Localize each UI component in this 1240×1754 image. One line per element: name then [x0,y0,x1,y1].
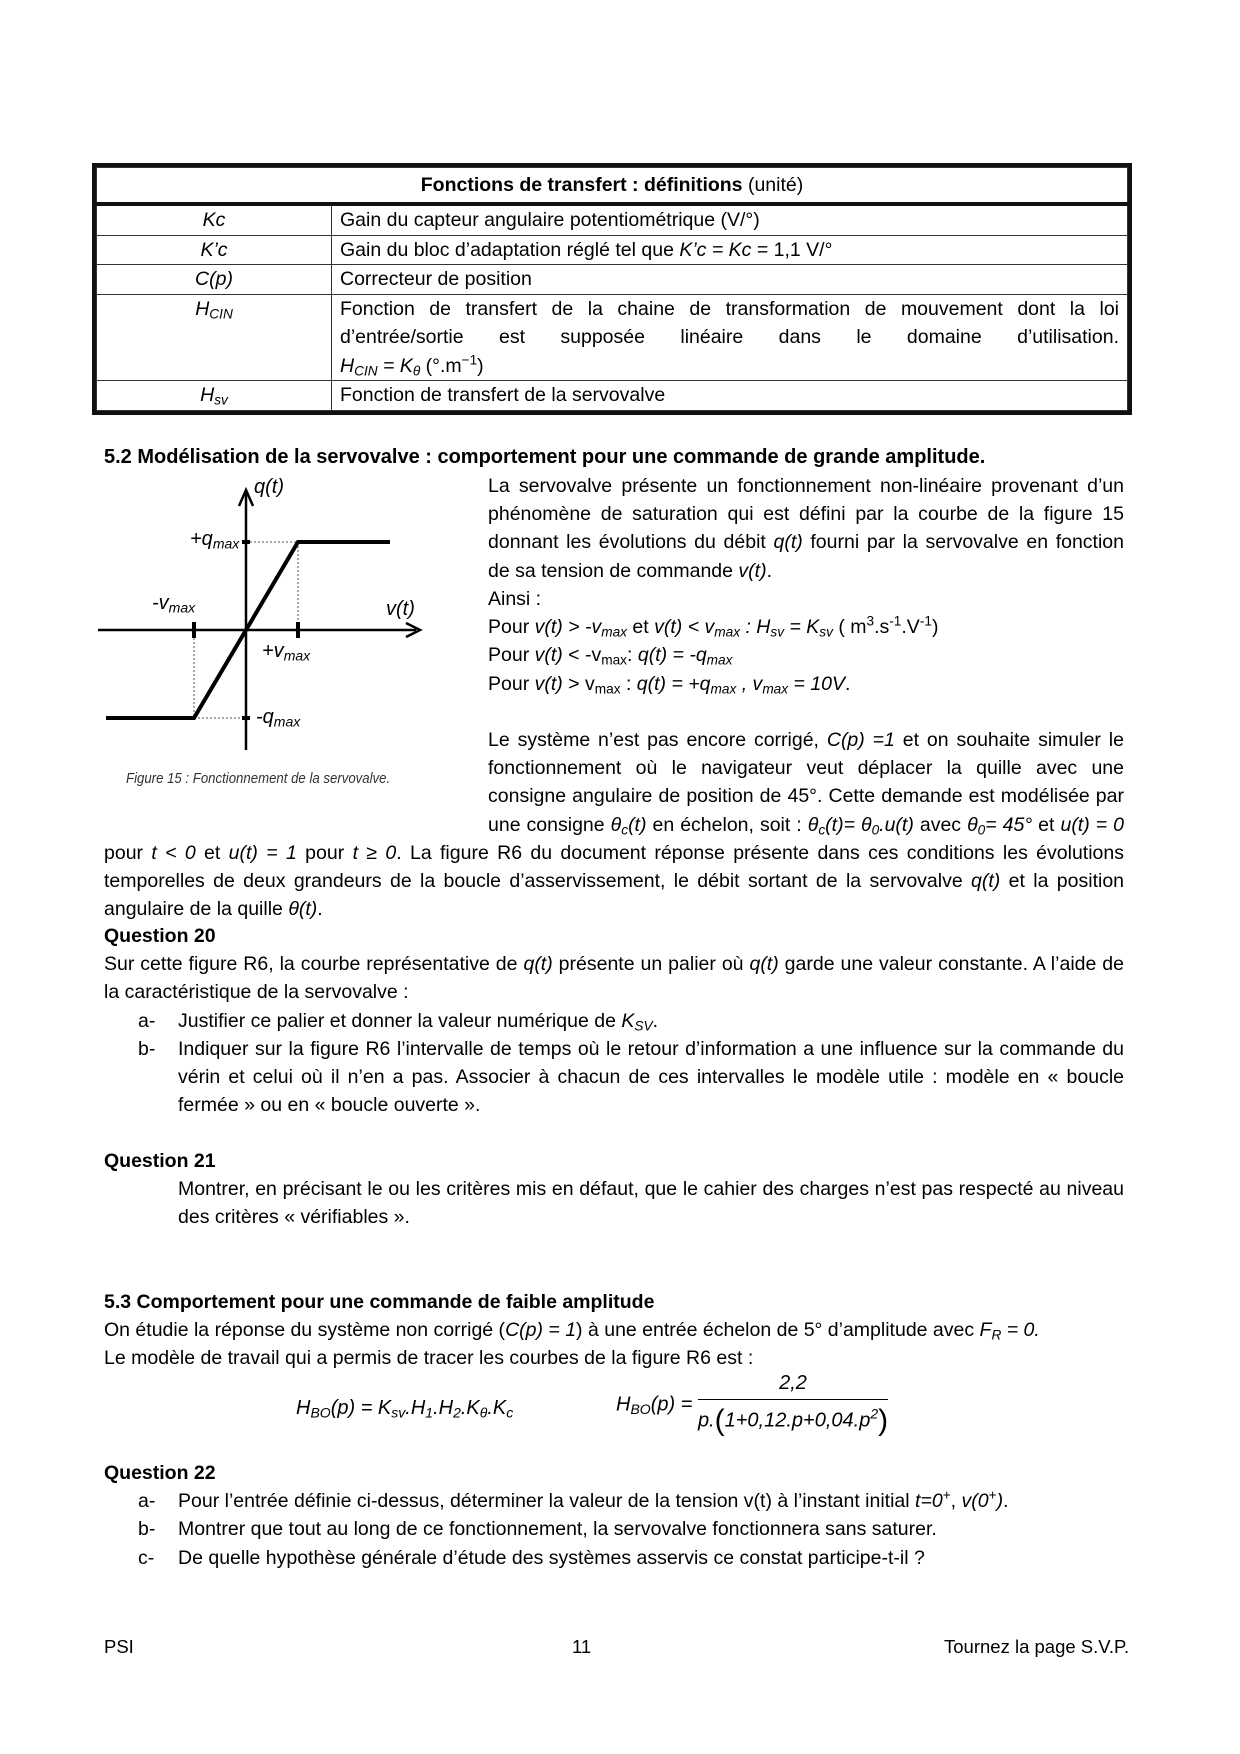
table-row [97,265,1128,295]
x-axis-label: v(t) [386,598,415,620]
table-row [97,294,1128,381]
section-5-2-intro: La servovalve présente un fonctionnement non-linéaire provenant d’un phénomène de saturation qui est défini par la courbe de la figure 15 donnant les évolutions du débit q(t) fourni par la servovalve en fonction de sa tension de commande v(t). [488,475,1124,582]
question-20 [104,922,1124,1119]
y-axis-label: q(t) [254,476,284,498]
table-header: Fonctions de transfert : définitions (unité) [97,168,1128,205]
figure-caption: Figure 15 : Fonctionnement de la servovalve. [126,770,391,787]
table-header-row [97,168,1128,205]
question-title: Question 22 [104,1462,216,1484]
table-row [97,235,1128,265]
question-title: Question 20 [104,925,216,947]
symbol-cell: K’c [97,235,332,265]
qmax-neg-label: $-q_{max}$ [256,706,301,730]
section-5-3 [104,1288,1124,1373]
question-text: Sur cette figure R6, la courbe représentative de q(t) présente un palier où q(t) garde une valeur constante. A l’aide de la caractéristique de la servovalve : [104,953,1124,1004]
page-number: 11 [572,1636,592,1657]
symbol-cell: Kc [97,204,332,235]
question-item: c- De quelle hypothèse générale d’étude des systèmes asservis ce constat participe-t-il ? [138,1546,925,1569]
question-item: b- Montrer que tout au long de ce fonctionnement, la servovalve fonctionnera sans saturer. [138,1518,937,1541]
vmax-pos-label: $+v_{max}$ [262,640,311,664]
table-row [97,381,1128,411]
symbol-cell: $H_{sv}$ [97,381,332,411]
open-loop-formula-product: $H_{BO}(p) = K_{sv}.H_1.H_2.K_\theta.K_c$ [296,1397,514,1421]
question-21 [104,1147,1124,1232]
question-title: Question 21 [104,1150,216,1172]
description-cell: Correcteur de position [332,265,1128,295]
vmax-tick [296,622,300,638]
section-5-2-scenario: Le système n’est pas encore corrigé, C(p) =1 et on souhaite simuler le fonctionnement où le navigateur veut déplacer la quille avec une consigne angulaire de position de 45°. Cette demande est modélisée par une consigne $\theta_c(t)$ en échelon, soit : $\theta_c(t)= \theta_0.u(t)$ avec $\theta_0= 45^\circ$ et u(t) = 0 pour t < 0 et u(t) = 1 pour t ≥ 0. La figure R6 du document réponse présente dans ces conditions les évolutions temporelles de deux grandeurs de la boucle d’asservissement, le débit sortant de la servovalve q(t) et la position angulaire de la quille θ(t). [104,729,1125,921]
saturation-rules: Ainsi : Pour $v(t) > -v_{max}$ et $v(t) < v_{max}$ : $H_{sv} = K_{sv}$ ( $m^3.s^{-1}.V^{-1}$) Pour $v(t) < -v_{max}$: $q(t) = -q_{max}$ Pour $v(t) > v_{max}$ : $q(t) = +q_{max}$ , $v_{max} = 10V$. [488,585,1124,698]
rule-neg-saturation: Pour $v(t) < -v_{max}$: $q(t) = -q_{max}$ [488,644,733,668]
section-5-3-line2: Le modèle de travail qui a permis de tracer les courbes de la figure R6 est : [104,1347,754,1370]
question-item: a- Pour l’entrée définie ci-dessus, déterminer la valeur de la tension v(t) à l’instant initial t=0+, v(0+). [138,1487,1009,1513]
question-item: a- Justifier ce palier et donner la valeur numérique de $K_{SV}$. [138,1009,658,1034]
section-5-3-title: 5.3 Comportement pour une commande de faible amplitude [104,1291,655,1313]
open-loop-formula-fraction: $H_{BO}(p)$ = $\frac{2,2}{p.(1+0,12.p+0,04.p^2)}$ [616,1372,889,1437]
qmax-pos-label: $+q_{max}$ [190,528,240,552]
question-item: b- Indiquer sur la figure R6 l’intervalle de temps où le retour d’information a une influence sur la commande du vérin et celui où il n’en a pas. Associer à chacun de ces intervalles le modèle utile : modèle en « boucle fermée » ou en « boucle ouverte ». [138,1037,1124,1117]
section-5-2-title: 5.2 Modélisation de la servovalve : comportement pour une commande de grande amplitude. [104,446,986,468]
rule-pos-saturation: Pour $v(t) > v_{max}$ : $q(t) = +q_{max}$ , $v_{max} = 10V$. [488,672,851,697]
question-22 [104,1459,1124,1572]
footer-left: PSI [104,1636,134,1657]
section-5-3-line1: On étudie la réponse du système non corrigé (C(p) = 1) à une entrée échelon de 5° d’amplitude avec $F_R = 0$. [104,1319,1040,1343]
definitions-table [92,163,1132,415]
qmax-tick [242,540,250,544]
neg-qmax-tick [242,716,250,720]
footer-right: Tournez la page S.V.P. [944,1636,1130,1657]
table-row [97,204,1128,235]
description-cell: Gain du capteur angulaire potentiométrique (V/°) [332,204,1128,235]
description-cell: Fonction de transfert de la servovalve [332,381,1128,411]
symbol-cell: C(p) [97,265,332,295]
symbol-cell: $H_{CIN}$ [97,294,332,381]
rule-linear: Pour $v(t) > -v_{max}$ et $v(t) < v_{max}$ : $H_{sv} = K_{sv}$ ( $m^3.s^{-1}.V^{-1}$) [488,613,939,640]
description-cell: Fonction de transfert de la chaine de transformation de mouvement dont la loi d’entrée/sortie est supposée linéaire dans le domaine d’utilisation. $H_{CIN} = K_\theta$ $(^\circ.m^{-1})$ [332,294,1128,381]
neg-vmax-tick [192,622,196,638]
question-text: Montrer, en précisant le ou les critères mis en défaut, que le cahier des charges n’est pas respecté au niveau des critères « vérifiables ». [178,1178,1124,1229]
vmax-neg-label: $-v_{max}$ [152,592,196,616]
transfer-fraction: $\frac{2,2}{p.(1+0,12.p+0,04.p^2)}$ [697,1372,889,1437]
description-cell: Gain du bloc d’adaptation réglé tel que K’c = Kc = 1,1 V/° [332,235,1128,265]
